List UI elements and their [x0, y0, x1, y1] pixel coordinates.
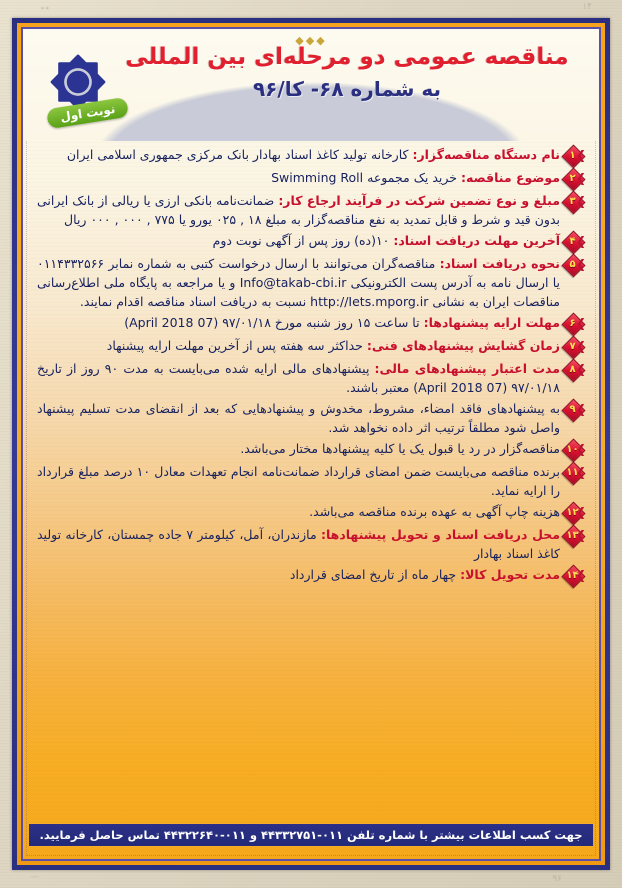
list-item	[37, 359, 586, 397]
list-item	[37, 313, 586, 334]
clause-text	[37, 254, 560, 311]
chevron-left-icon: ❯	[575, 171, 586, 185]
diamond-number-icon	[564, 147, 586, 166]
chevron-left-icon: ❯	[575, 257, 586, 271]
list-item	[37, 565, 586, 586]
chevron-left-icon: ❯	[575, 234, 586, 248]
diamond-number-icon	[564, 256, 586, 275]
clause-number: ۳	[569, 196, 576, 207]
clause-body: برنده مناقصه می‌بایست ضمن امضای قرارداد ضمانت‌نامه انجام تعهدات معادل ۱۰ درصد مبلغ قرارداد را ارایه نماید.	[37, 464, 561, 498]
clause-text	[37, 462, 560, 500]
diamond-number-icon	[564, 233, 586, 252]
diamond-number-icon	[564, 170, 586, 189]
page-title: مناقصه عمومی دو مرحله‌ای بین المللی	[125, 44, 569, 70]
clause-text	[37, 313, 560, 332]
status-badge: نوبت اول	[46, 97, 130, 129]
diamond-number-icon	[564, 315, 586, 334]
tender-clause-list	[23, 141, 599, 586]
clause-label: نام دستگاه مناقصه‌گزار:	[412, 147, 560, 162]
clause-body: چهار ماه از تاریخ امضای قرارداد	[289, 567, 457, 582]
list-item	[37, 502, 586, 523]
clause-text	[37, 145, 560, 164]
clause-text	[37, 168, 560, 187]
list-item	[37, 145, 586, 166]
list-item	[37, 191, 586, 229]
clause-label: نحوه دریافت اسناد:	[439, 256, 561, 271]
clause-body: پیشنهادهای مالی ارایه شده می‌بایست به مدت ۹۰ روز از تاریخ ۹۷/۰۱/۱۸ (07 April 2018) معتبر باشند.	[37, 361, 560, 395]
clause-number: ۹	[569, 404, 576, 415]
ornament-dots: ◆◆◆	[295, 34, 327, 47]
clause-label: مهلت ارایه پیشنهادها:	[423, 315, 560, 330]
clause-text	[37, 439, 560, 458]
clause-text	[37, 359, 560, 397]
clause-number: ۱۲	[566, 507, 579, 518]
clause-body: ضمانت‌نامه بانکی ارزی یا ریالی از بانک ایرانی بدون قید و شرط و قابل تمدید به نفع مناقصه‌گزار به مبلغ ۱۸ , ۰۲۵ یورو یا ۷۷۵ , ۰۰۰ , ۰۰۰ ریال	[37, 193, 560, 227]
clause-body: مناقصه‌گران می‌توانند با ارسال درخواست کتبی به شماره نمابر ۰۱۱۴۳۳۲۵۶۶ یا ارسال نامه به آدرس پست الکترونیکی Info@takab-cbi.ir و یا مراجعه به پایگاه ملی اطلاع‌رسانی مناقصات ایران به نشانی http://Iets.mporg.ir نسبت به دریافت اسناد مناقصه اقدام نمایند.	[37, 256, 560, 309]
advertisement-header	[23, 29, 599, 141]
diamond-number-icon	[564, 338, 586, 357]
clause-label: محل دریافت اسناد و تحویل پیشنهادها:	[320, 527, 560, 542]
scan-artifact-top-left: ٭٭	[40, 4, 50, 14]
scan-artifact-bottom-left: —	[30, 872, 40, 882]
chevron-left-icon: ❯	[575, 316, 586, 330]
clause-label: مدت تحویل کالا:	[460, 567, 560, 582]
clause-label: مدت اعتبار پیشنهادهای مالی:	[374, 361, 560, 376]
header-title-block	[123, 43, 571, 101]
tender-number: به شماره ۶۸- کا/۹۶	[252, 76, 442, 101]
list-item	[37, 336, 586, 357]
clause-text	[37, 525, 560, 563]
clause-number: ۷	[569, 341, 576, 352]
clause-number: ۱۳	[566, 530, 579, 541]
chevron-left-icon: ❯	[575, 148, 586, 162]
diamond-number-icon	[564, 464, 586, 483]
chevron-left-icon: ❯	[575, 402, 586, 416]
clause-number: ۶	[569, 318, 576, 329]
chevron-left-icon: ❯	[575, 194, 586, 208]
chevron-left-icon: ❯	[575, 442, 586, 456]
clause-label: آخرین مهلت دریافت اسناد:	[393, 233, 560, 248]
clause-number: ۲	[569, 173, 576, 184]
chevron-left-icon: ❯	[575, 465, 586, 479]
list-item	[37, 462, 586, 500]
chevron-left-icon: ❯	[575, 568, 586, 582]
clause-label: موضوع مناقصه:	[461, 170, 560, 185]
clause-label: زمان گشایش پیشنهادهای فنی:	[366, 338, 560, 353]
chevron-left-icon: ❯	[575, 362, 586, 376]
advertisement-frame-middle	[17, 23, 605, 865]
list-item	[37, 525, 586, 563]
clause-body: هزینه چاپ آگهی به عهده برنده مناقصه می‌باشد.	[309, 504, 560, 519]
advertisement-body	[21, 27, 601, 861]
list-item	[37, 254, 586, 311]
clause-label: مبلغ و نوع تضمین شرکت در فرآیند ارجاع کار:	[278, 193, 560, 208]
clause-body: کارخانه تولید کاغذ اسناد بهادار بانک مرکزی جمهوری اسلامی ایران	[66, 147, 409, 162]
contact-footer: جهت کسب اطلاعات بیشتر با شماره تلفن ۰۱۱-۴۴۳۳۲۷۵۱ و ۰۱۱-۴۴۳۲۲۶۴۰ تماس حاصل فرمایید.	[29, 823, 593, 847]
clause-body: مازندران، آمل، کیلومتر ۷ جاده چمستان، کارخانه تولید کاغذ اسناد بهادار	[37, 527, 560, 561]
clause-body: حداکثر سه هفته پس از آخرین مهلت ارایه پیشنهاد	[106, 338, 363, 353]
clause-text	[37, 231, 560, 250]
chevron-left-icon: ❯	[575, 505, 586, 519]
clause-text	[37, 565, 560, 584]
clause-body: مناقصه‌گزار در رد یا قبول یک یا کلیه پیشنهادها مختار می‌باشد.	[240, 441, 560, 456]
list-item	[37, 399, 586, 437]
diamond-number-icon	[564, 441, 586, 460]
clause-number: ۱	[569, 150, 576, 161]
clause-body: تا ساعت ۱۵ روز شنبه مورخ ۹۷/۰۱/۱۸ (07 April 2018)	[124, 315, 420, 330]
list-item	[37, 231, 586, 252]
diamond-number-icon	[564, 567, 586, 586]
clause-number: ۴	[569, 236, 576, 247]
scan-artifact-bottom-right: ۹۶	[552, 874, 562, 884]
clause-body: به پیشنهادهای فاقد امضاء، مشروط، مخدوش و پیشنهادهایی که بعد از انقضای مدت تسلیم پیشنهاد واصل شود مطلقاً ترتیب اثر داده نخواهد شد.	[37, 401, 560, 435]
chevron-left-icon: ❯	[575, 339, 586, 353]
clause-number: ۵	[569, 259, 576, 270]
clause-number: ۱۴	[566, 570, 579, 581]
diamond-number-icon	[564, 527, 586, 546]
clause-text	[37, 336, 560, 355]
list-item	[37, 439, 586, 460]
clause-number: ۱۱	[566, 467, 579, 478]
list-item	[37, 168, 586, 189]
advertisement-frame-outer	[12, 18, 610, 870]
diamond-number-icon	[564, 193, 586, 212]
chevron-left-icon: ❯	[575, 528, 586, 542]
diamond-number-icon	[564, 361, 586, 380]
scan-artifact-top-right: ۱۴	[582, 2, 592, 12]
clause-text	[37, 191, 560, 229]
clause-body: ۱۰(ده) روز پس از آگهی نوبت دوم	[212, 233, 390, 248]
diamond-number-icon	[564, 401, 586, 420]
clause-number: ۸	[569, 364, 576, 375]
diamond-number-icon	[564, 504, 586, 523]
clause-body: خرید یک مجموعه Swimming Roll	[271, 170, 458, 185]
clause-text	[37, 502, 560, 521]
clause-number: ۱۰	[566, 444, 579, 455]
clause-text	[37, 399, 560, 437]
